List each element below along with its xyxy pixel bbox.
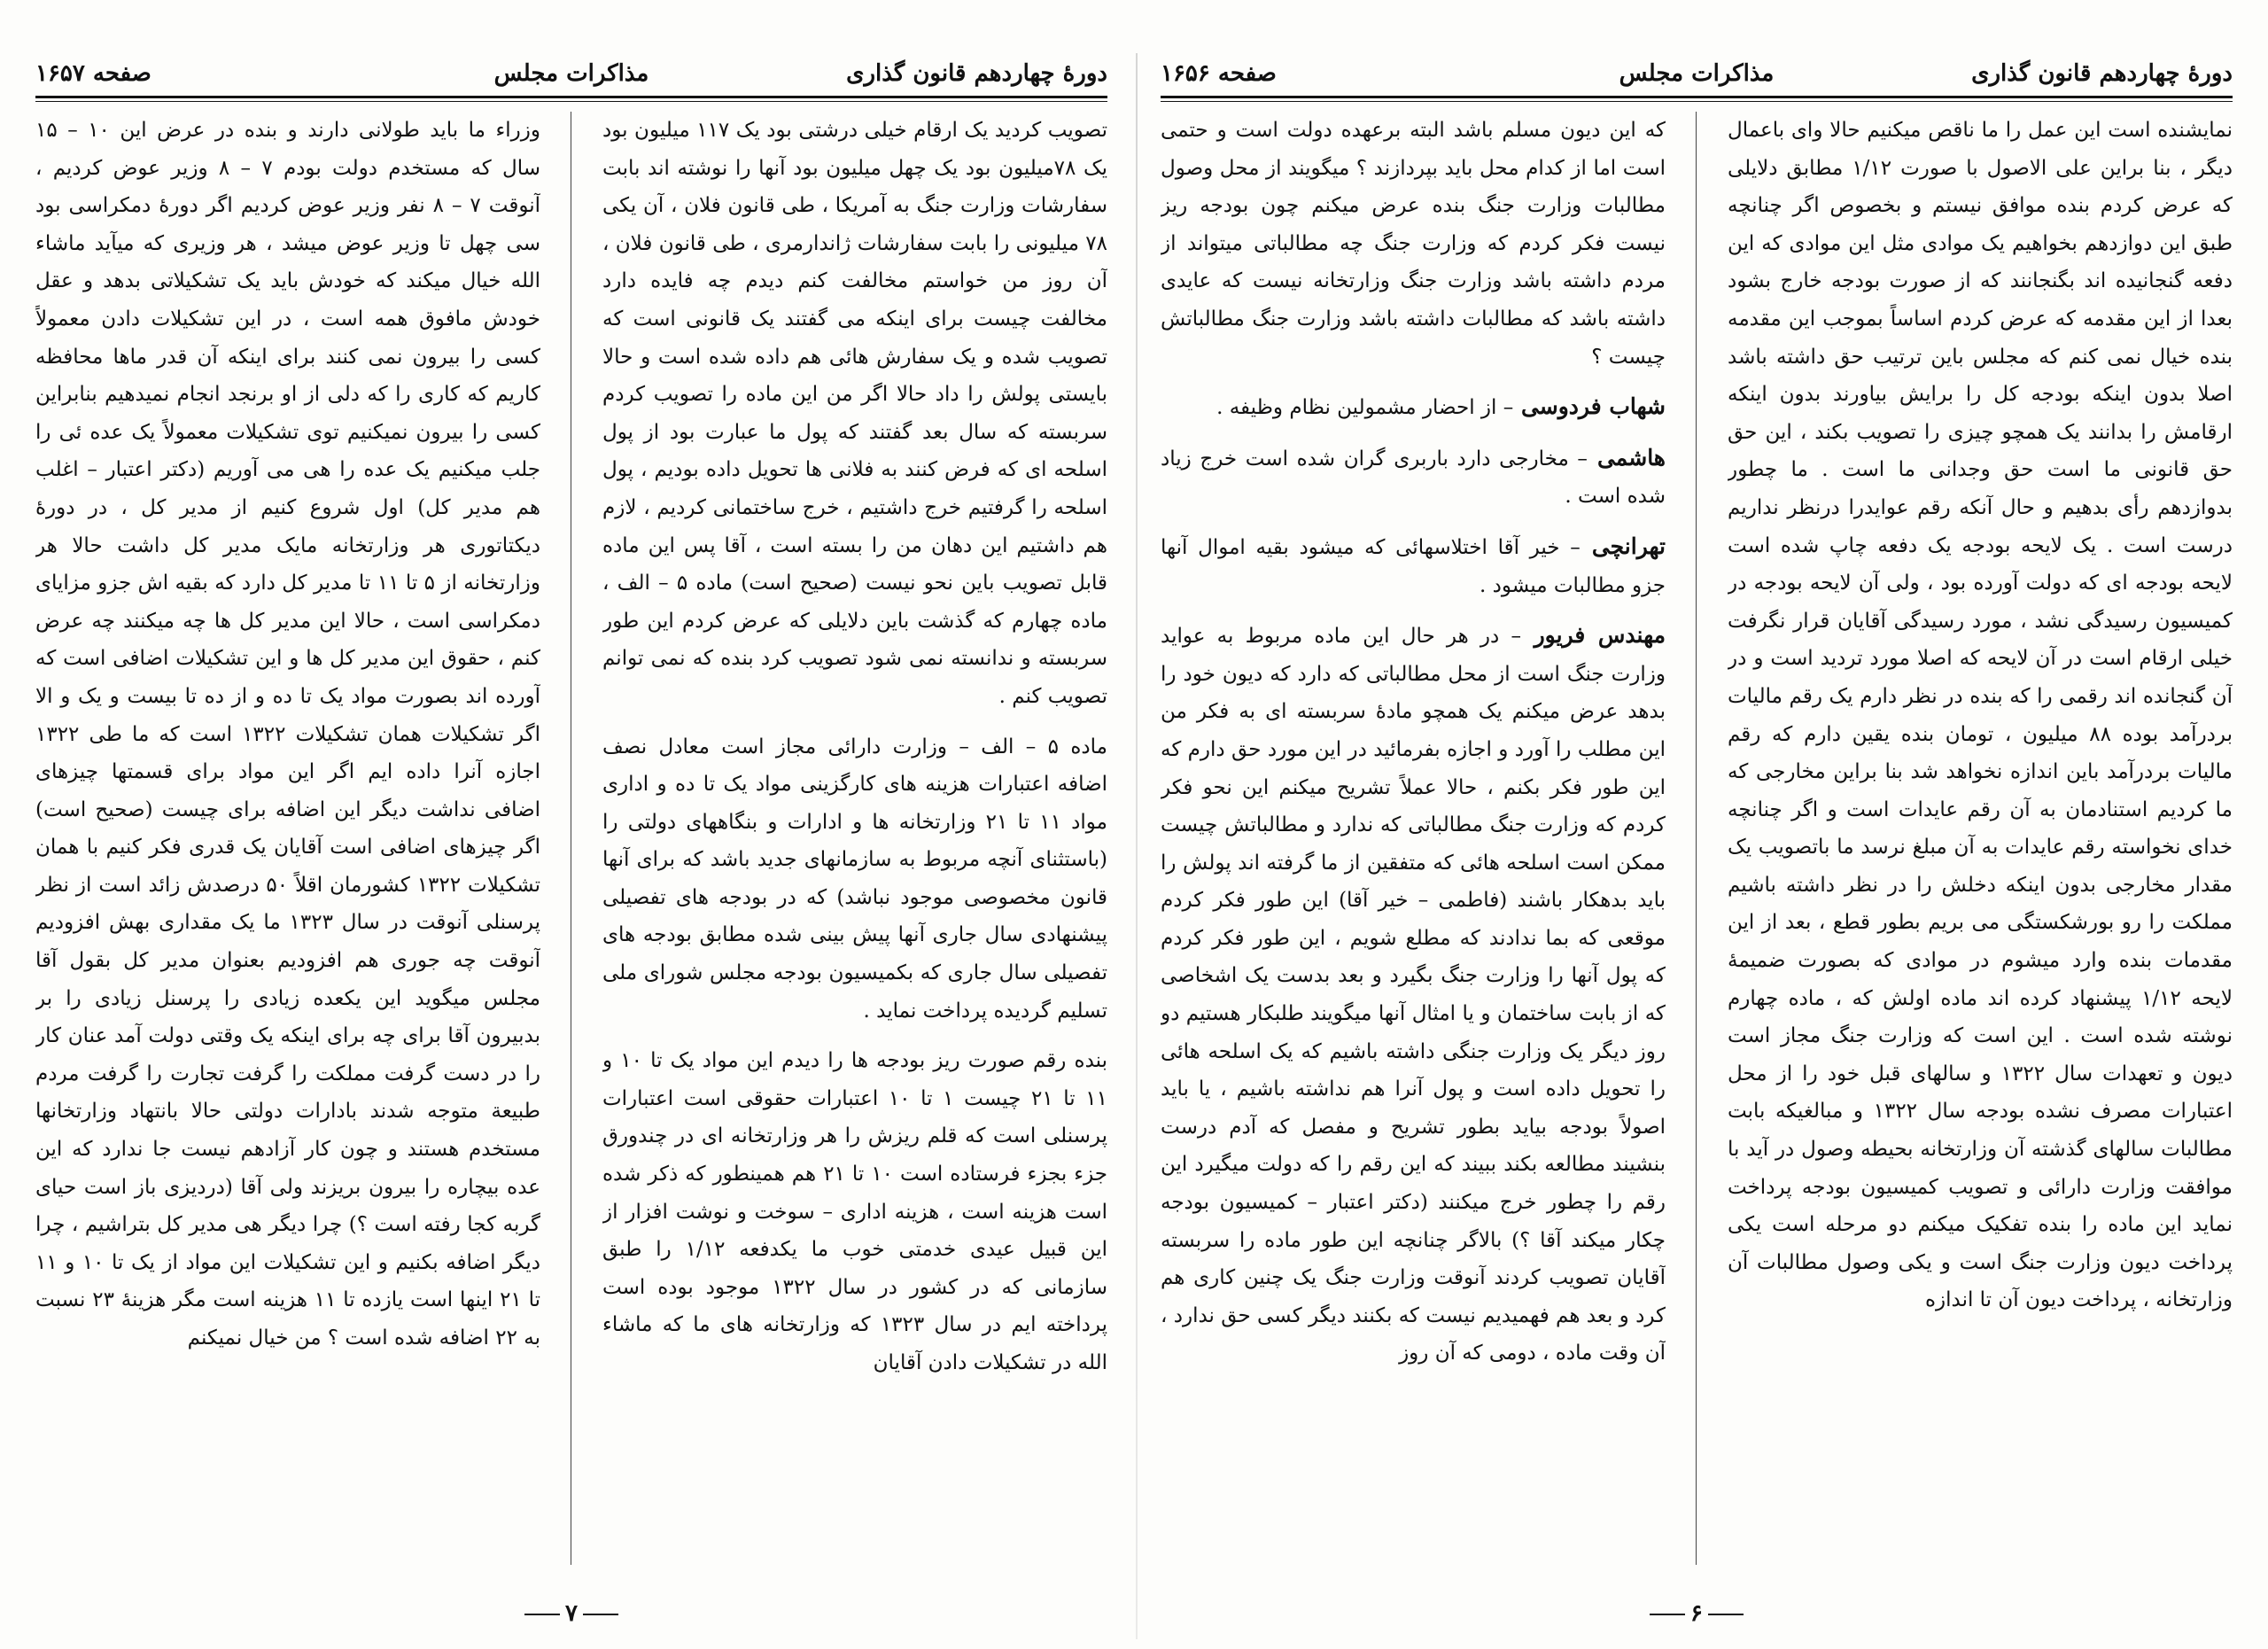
paragraph: وزراء ما باید طولانی دارند و بنده در عرض این ۱۰ – ۱۵ سال که مستخدم دولت بودم ۷ – ۸ وزیر عوض کردیم ، آنوقت ۷ – ۸ نفر وزیر عوض کردیم اگر دورهٔ دمکراسی بود سی چهل تا وزیر عوض میشد ، هر وزیری که میآید ماشاء الله خیال میکند که خودش باید یک تشکیلاتی بدهد و عقل خودش مافوق همه است ، در این تشکیلات دادن معمولاً کسی را بیرون نمی کنند برای اینکه آن قدر ماها محافظه کاریم که کاری را که دلی از او برنجد انجام نمیدهیم بنابراین کسی را بیرون نمیکنیم توی تشکیلات معمولاً یک عده ئی را جلب میکنیم یک عده را هی می آوریم (دکتر اعتبار – اغلب هم مدیر کل) اول شروع کنیم از مدیر کل ، در دورهٔ دیکتاتوری هر وزارتخانه مایک مدیر کل داشت حالا هر وزارتخانه از ۵ تا ۱۱ تا مدیر کل دارد که بقیه اش جزو مزایای دمکراسی است ، حالا این مدیر کل ها چه میکنند چه عرض کنم ، حقوق این مدیر کل ها و این تشکیلات اضافی است که آورده اند بصورت مواد یک تا ده و از ده تا بیست و یک و الا اگر تشکیلات همان تشکیلات ۱۳۲۲ است که ما طی ۱۳۲۲ اجازه آنرا داده ایم اگر این مواد برای قسمتها چیزهای اضافی نداشت دیگر این اضافه برای چیست (صحیح است) اگر چیزهای اضافی است آقایان یک قدری فکر کنیم با همان تشکیلات ۱۳۲۲ کشورمان اقلاً ۵۰ درصدش زائد است از نظر پرسنلی آنوقت در سال ۱۳۲۳ ما یک مقداری بهش افزودیم آنوقت چه جوری هم افزودیم بعنوان مدیر کل بقول آقا مجلس میگوید این یکعده زیادی را پرسنل زیادی را بر بدبیرون آقا برای چه برای اینکه یک وقتی دولت آمد عنان کار را در دست گرفت مملکت را گرفت تجارت را گرفت مردم طبیعة متوجه شدند بادارات دولتی حالا بانتهاد وزارتخانها مستخدم هستند و چون کار آزادهم نیست جا ندارد که این عده بیچاره را بیرون بریزند ولی آقا (دردیزی باز است حیای گربه کجا رفته است ؟) چرا دیگر هی مدیر کل بتراشیم ، چرا دیگر اضافه بکنیم و این تشکیلات این مواد از یک تا ۱۰ و ۱۱ تا ۲۱ اینها است یازده تا ۱۱ هزینه است مگر هزینهٔ ۲۳ نسبت به ۲۲ اضافه شده است ؟ من خیال نمیکنم (35, 119, 540, 1350)
column-divider (1696, 112, 1697, 1565)
footer-number: ۶ (1690, 1600, 1703, 1627)
page-number-header: صفحه ۱۶۵۷ (35, 60, 151, 87)
speaker-text: – خیر آقا اختلاسهائی که میشود بقیه اموال آنها جزو مطالبات میشود . (1161, 535, 1666, 597)
page-footer (35, 1600, 1107, 1627)
text-column-left (35, 112, 540, 1565)
session-title: دورهٔ چهاردهم قانون گذاری (1971, 60, 2233, 87)
speaker-paragraph (1161, 528, 1666, 604)
speaker-text: – از احضار مشمولین نظام وظیفه . (1216, 396, 1514, 420)
header-rule (1161, 96, 2233, 102)
speaker-name: تهرانچی (1580, 533, 1666, 559)
text-column-left (1161, 112, 1666, 1565)
speaker-name: مهندس فریور (1521, 622, 1666, 649)
page-number-header: صفحه ۱۶۵۶ (1161, 60, 1277, 87)
footer-dash (583, 1614, 618, 1615)
speaker-paragraph (1161, 617, 1666, 1373)
journal-title: مذاکرات مجلس (493, 60, 649, 87)
text-column-right (602, 112, 1107, 1565)
page-footer (1161, 1600, 2233, 1627)
speaker-text: – در هر حال این ماده مربوط به عواید وزارت جنگ است از محل مطالباتی که دارد که دیون خود را بدهد عرض میکنم یک همچو مادهٔ سربسته ای به فکر من این مطلب را آورد و اجازه بفرمائید در این مورد حق دارم که این طور فکر بکنم ، حالا عملاً تشریح میکنم این نحو فکر کردم که وزارت جنگ مطالباتی که ندارد و مطالباتش چیست ممکن است اسلحه هائی که متفقین از ما گرفته اند پولش را باید بدهکار باشند (فاطمی – خیر آقا) این طور فکر کردم موقعی که بما ندادند که مطلع شویم ، این طور فکر کردم که پول آنها را وزارت جنگ بگیرد و بعد بدست یک اشخاصی که از بابت ساختمان و یا امثال آنها میگویند طلبکار هستیم دو روز دیگر یک وزارت جنگی داشته باشیم که یک اسلحه هائی را تحویل داده است و پول آنرا هم نداشته باشیم ، یا باید اصولاً بودجه بیاید بطور تشریح و مفصل که آدم درست بنشیند مطالعه بکند ببیند که این رقم را که دولت میگیرد این رقم را چطور خرج میکنند (دکتر اعتبار – کمیسیون بودجه چکار میکند آقا ؟) بالاگر چنانچه این طور ماده را سربسته آقایان تصویب کردند آنوقت وزارت جنگ یک چنین کاری هم کرد و بعد هم فهمیدیم نیست که بکنند دیگر کسی حق ندارد ، آن وقت ماده ، دومی که آن روز (1161, 625, 1666, 1365)
footer-dash (524, 1614, 560, 1615)
right-page (1161, 0, 2233, 1649)
speaker-name: شهاب فردوسی (1513, 393, 1666, 420)
paragraph: که این دیون مسلم باشد البته برعهده دولت است و حتمی است اما از کدام محل باید بپردازند ؟ میگویند از محل وصول مطالبات وزارت جنگ بنده عرض میکنم چون بودجه ریز نیست فکر کردم که وزارت جنگ چه مطالباتی میتواند از مردم داشته باشد وزارت جنگ وزارتخانه نیست که عایدی داشته باشد که مطالبات داشته باشد وزارت جنگ مطالباتش چیست ؟ (1161, 119, 1666, 369)
paragraph: بنده رقم صورت ریز بودجه ها را دیدم این مواد یک تا ۱۰ و ۱۱ تا ۲۱ چیست ۱ تا ۱۰ اعتبارات حقوقی است اعتبارات پرسنلی است که قلم ریزش را هر وزارتخانه ای در چندورق جزء بجزء فرستاده است ۱۰ تا ۲۱ هم همینطور که ذکر شده است هزینه است ، هزینه اداری – سوخت و نوشت افزار از این قبیل عیدی خدمتی خوب ما یکدفعه ۱/۱۲ را طبق سازمانی که در کشور در سال ۱۳۲۲ موجود بوده است پرداخته ایم در سال ۱۳۲۳ که وزارتخانه های ما که ماشاء الله در تشکیلات دادن آقایان (602, 1049, 1107, 1374)
footer-dash (1650, 1614, 1685, 1615)
page-header (35, 51, 1107, 101)
paragraph: نمایشنده است این عمل را ما ناقص میکنیم حالا وای باعمال دیگر ، بنا براین علی الاصول با صورت ۱/۱۲ مطابق دلایلی که عرض کردم بنده موافق نیستم و بخصوص اگر چنانچه طبق این دوازدهم بخواهیم یک موادی مثل این موادی که این دفعه گنجانیده اند بگنجانند که از صورت بودجه خارج بشود بعدا از این مقدمه که عرض کردم اساساً بموجب این مقدمه بنده خیال نمی کنم که مجلس باین ترتیب حق داشته باشد اصلا بدون اینکه بودجه کل را برایش بیاورند بدون اینکه ارقامش را بدانند یک همچو چیزی را تصویب بکند ، این حق حق قانونی ما است حق وجدانی ما است . ما چطور بدوازدهم رأی بدهیم و حال آنکه رقم عوایدرا درنظر نداریم درست است . یک لایحه بودجه یک دفعه چاپ شده است لایحه بودجه ای که دولت آورده بود ، ولی آن لایحه بودجه در کمیسیون رسیدگی نشد ، مورد رسیدگی آقایان قرار نگرفت خیلی ارقام است در آن لایحه که اصلا مورد تردید است و در آن گنجانده اند رقمی را که بنده در نظر دارم یک رقم مالیات بردرآمد بوده ۸۸ میلیون ، تومان بنده یقین دارم که رقم مالیات بردرآمد باین اندازه نخواهد شد بنا براین مخارجی که ما کردیم استنادمان به آن رقم عایدات است و اگر چنانچه خدای نخواسته رقم عایدات به آن مبلغ نرسد ما باتصویب یک مقدار مخارجی بدون اینکه دخلش را در نظر داشته باشیم مملکت را رو بورشکستگی می بریم بطور قطع ، بعد از این مقدمات بنده وارد میشوم در موادی که بصورت ضمیمهٔ لایحه ۱/۱۲ پیشنهاد کرده اند ماده اولش که ، ماده چهارم نوشته شده است . این است که وزارت جنگ مجاز است دیون و تعهدات سال ۱۳۲۲ و سالهای قبل خود را از محل اعتبارات مصرف نشده بودجه سال ۱۳۲۲ و مبالغیکه بابت مطالبات سالهای گذشته آن وزارتخانه بحیطه وصول در آید با موافقت وزارت دارائی و تصویب کمیسیون بودجه پرداخت نماید این ماده را بنده تفکیک میکنم دو مرحله است یکی پرداخت دیون وزارت جنگ است و یکی وصول مطالبات آن وزارتخانه ، پرداخت دیون آن تا اندازه (1728, 119, 2233, 1312)
session-title: دورهٔ چهاردهم قانون گذاری (846, 60, 1107, 87)
page-header (1161, 51, 2233, 101)
paragraph: ماده ۵ – الف – وزارت دارائی مجاز است معادل نصف اضافه اعتبارات هزینه های کارگزینی مواد یک تا ده و اداری مواد ۱۱ تا ۲۱ وزارتخانه ها و ادارات و بنگاههای دولتی را (باستثنای آنچه مربوط به سازمانهای جدید باشد که برای آنها قانون مخصوصی موجود نباشد) که در بودجه های تفصیلی پیشنهادی سال جاری آنها پیش بینی شده مطابق بودجه های تفصیلی سال جاری که بکمیسیون بودجه مجلس شورای ملی تسلیم گردیده پرداخت نماید . (602, 735, 1107, 1023)
footer-dash (1708, 1614, 1744, 1615)
speaker-name: هاشمی (1587, 444, 1666, 471)
speaker-paragraph (1161, 388, 1666, 427)
footer-number: ۷ (565, 1600, 578, 1627)
journal-title: مذاکرات مجلس (1619, 60, 1775, 87)
page-gutter (1136, 53, 1138, 1639)
paragraph: تصویب کردید یک ارقام خیلی درشتی بود یک ۱۱۷ میلیون بود یک ۷۸میلیون بود یک چهل میلیون بود آنها را نوشته اند بابت سفارشات وزارت جنگ به آمریکا ، طی قانون فلان ، آن یکی ۷۸ میلیونی را بابت سفارشات ژاندارمری ، طی قانون فلان ، آن روز من خواستم مخالفت کنم دیدم چه فایده دارد مخالفت چیست برای اینکه می گفتند یک قانونی است که تصویب شده و یک سفارش هائی هم داده شده است و حالا بایستی پولش را داد حالا اگر من این ماده را تصویب کردم سربسته که سال بعد گفتند که پول ما عبارت بود از پول اسلحه ای که فرض کنند به فلانی ها تحویل داده بودیم ، پول اسلحه را گرفتیم خرج داشتیم ، خرج ساختمانی کردیم ، لازم هم داشتیم این دهان من را بسته است ، آقا پس این ماده قابل تصویب باین نحو نیست (صحیح است) ماده ۵ – الف ، ماده چهارم که گذشت باین دلایلی که عرض کردم این طور سربسته و ندانسته نمی شود تصویب کرد بنده که نمی توانم تصویب کنم . (602, 119, 1107, 708)
speaker-text: – مخارجی دارد باربری گران شده است خرج زیاد شده است . (1161, 447, 1666, 509)
text-column-right (1728, 112, 2233, 1565)
speaker-paragraph (1161, 439, 1666, 516)
left-page (35, 0, 1107, 1649)
header-rule (35, 96, 1107, 102)
